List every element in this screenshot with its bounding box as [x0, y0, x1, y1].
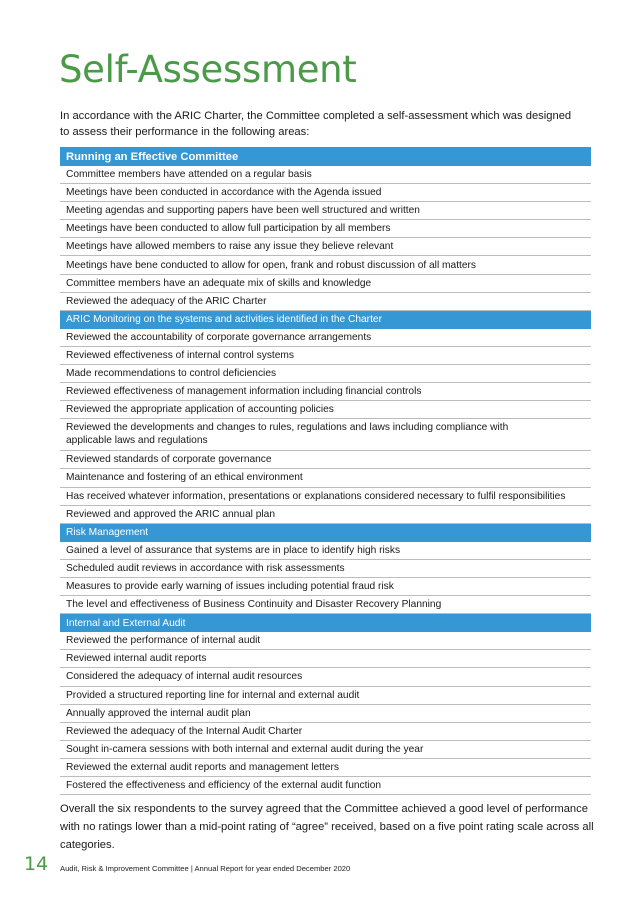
table-row: Considered the adequacy of internal audit resources: [60, 668, 591, 686]
page-title: Self-Assessment: [59, 48, 357, 91]
table-row: Sought in-camera sessions with both internal and external audit during the year: [60, 741, 591, 759]
table-row: Has received whatever information, presentations or explanations considered necessary to fulfil responsibilities: [60, 488, 591, 506]
table-row: Reviewed the external audit reports and management letters: [60, 759, 591, 777]
table-row: Gained a level of assurance that systems are in place to identify high risks: [60, 542, 591, 560]
table-row: Reviewed the appropriate application of accounting policies: [60, 401, 591, 419]
table-row: Committee members have attended on a regular basis: [60, 166, 591, 184]
table-row: Meetings have been conducted to allow full participation by all members: [60, 220, 591, 238]
table-row: Meeting agendas and supporting papers have been well structured and written: [60, 202, 591, 220]
table-row: The level and effectiveness of Business Continuity and Disaster Recovery Planning: [60, 596, 591, 614]
table-row: Reviewed standards of corporate governance: [60, 451, 591, 469]
table-row: Fostered the effectiveness and efficiency of the external audit function: [60, 777, 591, 795]
section-heading: ARIC Monitoring on the systems and activities identified in the Charter: [60, 311, 591, 329]
table-row: Reviewed the accountability of corporate governance arrangements: [60, 329, 591, 347]
table-row: Reviewed the performance of internal audit: [60, 632, 591, 650]
table-row: Made recommendations to control deficiencies: [60, 365, 591, 383]
intro-paragraph: In accordance with the ARIC Charter, the Committee completed a self-assessment which was designed to assess their performance in the following areas:: [60, 110, 572, 138]
table-row: Reviewed internal audit reports: [60, 650, 591, 668]
table-row: Committee members have an adequate mix of skills and knowledge: [60, 275, 591, 293]
table-row: Annually approved the internal audit plan: [60, 705, 591, 723]
table-row: Scheduled audit reviews in accordance with risk assessments: [60, 560, 591, 578]
conclusion-paragraph: Overall the six respondents to the survey agreed that the Committee achieved a good level of performance with no ratings lower than a mid-point rating of “agree” received, based on a five point rating scale across all categories.: [60, 803, 594, 851]
table-row: Reviewed and approved the ARIC annual plan: [60, 506, 591, 524]
section-heading: Running an Effective Committee: [60, 147, 591, 166]
table-row: Reviewed the adequacy of the Internal Audit Charter: [60, 723, 591, 741]
footer-text: Audit, Risk & Improvement Committee | Annual Report for year ended December 2020: [60, 864, 351, 873]
table-row: Meetings have bene conducted to allow for open, frank and robust discussion of all matters: [60, 256, 591, 274]
section-heading: Internal and External Audit: [60, 614, 591, 632]
self-assessment-table: [60, 147, 591, 795]
table-row: Reviewed the adequacy of the ARIC Charter: [60, 293, 591, 311]
table-row: Meetings have been conducted in accordance with the Agenda issued: [60, 184, 591, 202]
table-row: Meetings have allowed members to raise any issue they believe relevant: [60, 238, 591, 256]
table-row: Measures to provide early warning of issues including potential fraud risk: [60, 578, 591, 596]
page-number: 14: [24, 853, 49, 875]
table-row: Reviewed the developments and changes to rules, regulations and laws including compliance with applicable laws and regulations: [60, 419, 591, 451]
section-heading: Risk Management: [60, 524, 591, 542]
table-row: Reviewed effectiveness of management information including financial controls: [60, 383, 591, 401]
table-row: Reviewed effectiveness of internal control systems: [60, 347, 591, 365]
table-row: Provided a structured reporting line for internal and external audit: [60, 687, 591, 705]
table-row: Maintenance and fostering of an ethical environment: [60, 469, 591, 487]
